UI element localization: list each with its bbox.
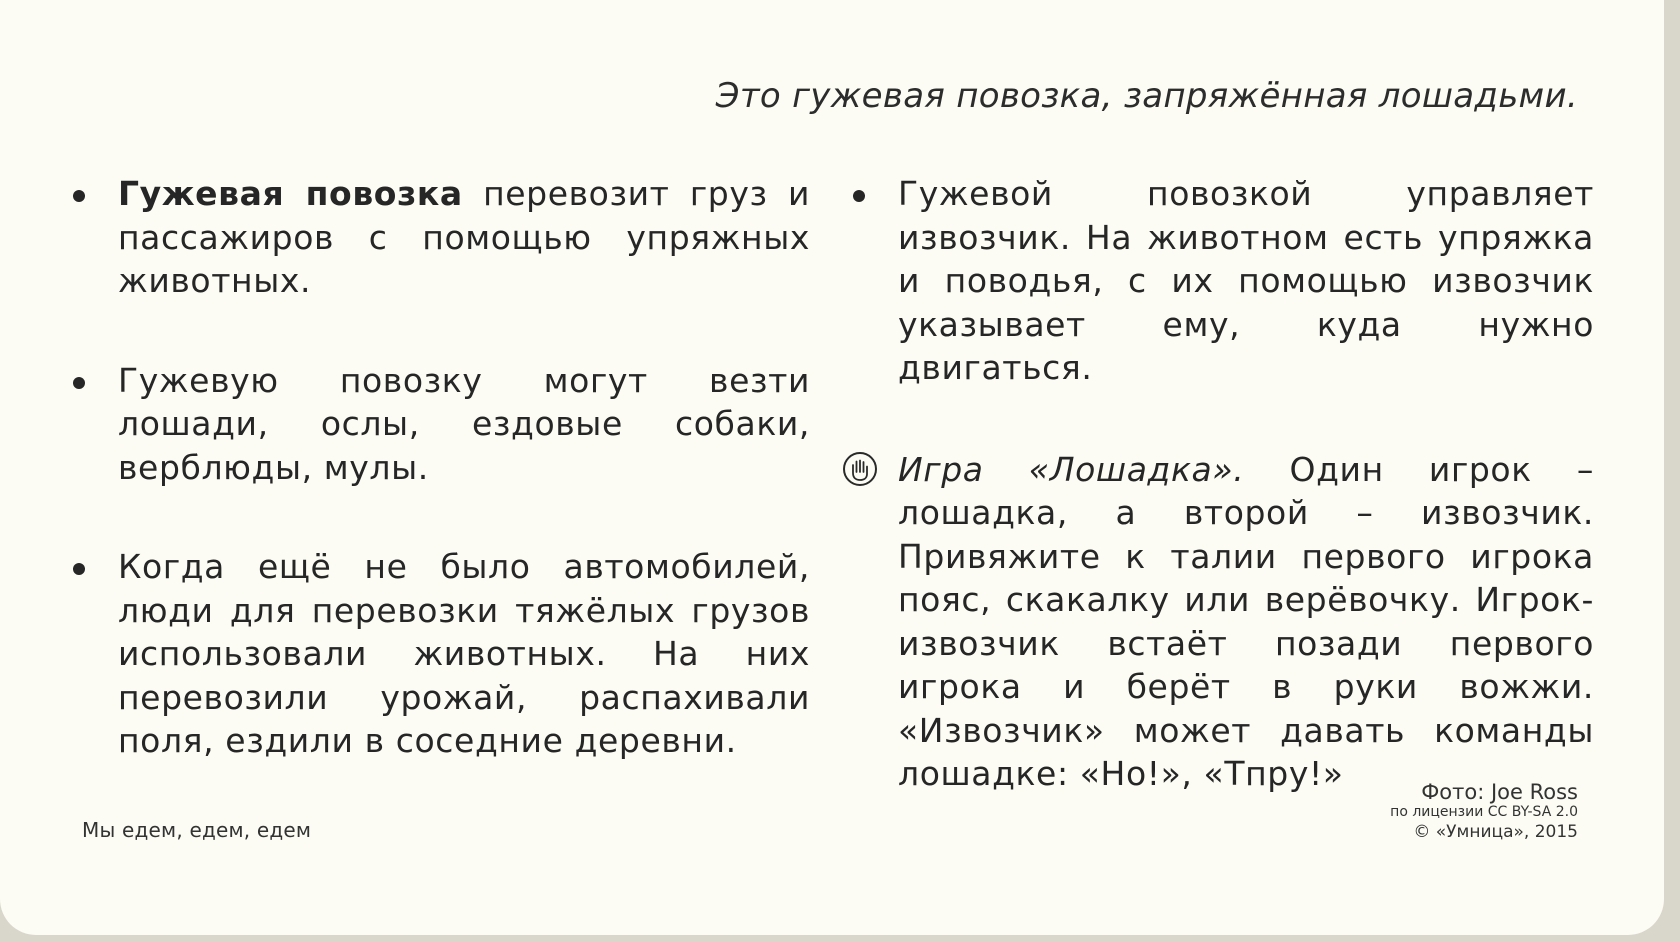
license-text: по лицензии CC BY-SA 2.0 (1390, 804, 1578, 820)
item-text: Гужевую повозку могут везти лошади, ослы, ездовые собаки, верблюды, мулы. (118, 360, 810, 487)
hand-icon (842, 451, 878, 487)
bullet-item-definition (70, 172, 810, 303)
photo-credit: Фото: Joe Ross (1421, 780, 1578, 804)
game-item (850, 448, 1594, 796)
bullet-item-driver (850, 172, 1594, 390)
credits (1390, 780, 1578, 843)
bullet-item-animals (70, 359, 810, 490)
copyright-text: © «Умница», 2015 (1413, 822, 1578, 842)
bullet-icon (73, 190, 85, 202)
photo-caption: Это гужевая повозка, запряжённая лошадьми. (715, 76, 1578, 116)
bullet-icon (853, 190, 865, 202)
left-column (70, 172, 810, 763)
bullet-icon (73, 563, 85, 575)
item-text: Гужевой повозкой управляет извозчик. На животном есть упряжка и поводья, с их помощью извозчик указывает ему, куда нужно двигаться. (898, 174, 1594, 387)
series-title: Мы едем, едем, едем (82, 818, 312, 842)
item-text: Когда ещё не было автомобилей, люди для перевозки тяжёлых грузов использовали животных. На них перевозили урожай, распахивали поля, ездили в соседние деревни. (118, 547, 810, 760)
game-text: Один игрок – лошадка, а второй – извозчик. Привяжите к талии первого игрока пояс, скакалку или верёвочку. Игрок-извозчик встаёт позади первого игрока и берёт в руки вожжи. «Извозчик» может давать команды лошадке: «Но!», «Тпру!» (898, 449, 1594, 793)
bullet-icon (73, 377, 85, 389)
bullet-item-history (70, 545, 810, 763)
term-highlight: Гужевая повозка (118, 174, 463, 213)
game-title: Игра «Лошадка». (898, 449, 1245, 489)
right-column (850, 172, 1594, 796)
item-text: перевозит груз и пассажиров с помощью упряжных животных. (118, 174, 810, 300)
